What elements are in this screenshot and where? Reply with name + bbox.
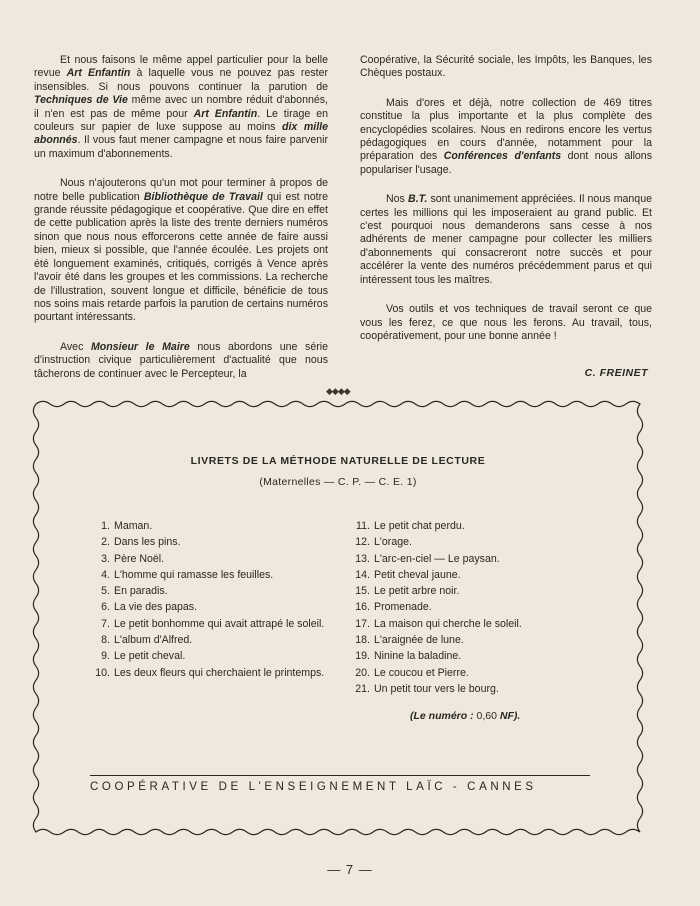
list-item: 5. En paradis. — [101, 585, 168, 598]
list-item: 21. Un petit tour vers le bourg. — [355, 682, 499, 695]
list-item: 3. Père Noël. — [101, 552, 165, 565]
list-item: 4. L'homme qui ramasse les feuilles. — [101, 568, 274, 581]
list-item: 14. Petit cheval jaune. — [355, 568, 461, 581]
list-item: 20. Le coucou et Pierre. — [355, 666, 469, 679]
list-item: 9. Le petit cheval. — [101, 650, 186, 663]
paragraph-monsieur-le-maire: Avec Monsieur le Maire nous abordons une série d'instruction civique particulièrement d'actualité que nous tâcherons de continuer avec le Percepteur, la — [34, 340, 328, 380]
book-list-right — [352, 518, 592, 697]
list-item: 10. Les deux fleurs qui cherchaient le printemps. — [95, 666, 325, 679]
cooperative-name: COOPÉRATIVE DE L'ENSEIGNEMENT LAÏC - CANNES — [90, 781, 537, 793]
signature: C. FREINET — [584, 367, 648, 379]
paragraph-bt: Nos B.T. sont unanimement appréciées. Il nous manque certes les millions qui les imposeraient au grand public. Et c'est pourquoi nous demanderons sans cesse à nos adhérents de mener campagne pour collecter les milliers d'abonnements qui consacreront notre succès et pour accélérer la vente des numéros précédemment parus et qui intéressent tous les maîtres. — [360, 193, 652, 286]
list-item: 13. L'arc-en-ciel — Le paysan. — [355, 552, 500, 565]
ornament-diamonds: ◆◆◆◆ — [326, 386, 350, 396]
list-item: 11. Le petit chat perdu. — [356, 520, 465, 532]
page-number: — 7 — — [327, 862, 373, 877]
divider — [90, 775, 590, 776]
list-item: 17. La maison qui cherche le soleil. — [355, 617, 522, 630]
list-item: 12. L'orage. — [355, 536, 412, 549]
list-item: 18. L'araignée de lune. — [355, 634, 464, 647]
paragraph-art-enfantin: Et nous faisons le même appel particulier pour la belle revue Art Enfantin à laquelle vous ne pouvez pas rester insensibles. Si nous pouvons continuer la parution de Techniques de Vie même avec un nombre réduit d'abonnés, il n'en est pas de même pour Art Enfantin. Le tirage en couleurs sur papier de luxe suppose au moins dix mille abonnés. Il vous faut mener campagne et nous faire parvenir un maximum d'abonnements. — [34, 54, 328, 160]
list-item: 7. Le petit bonhomme qui avait attrapé le soleil. — [101, 617, 325, 630]
list-item: 1. Maman. — [101, 520, 153, 532]
list-item: 6. La vie des papas. — [101, 601, 198, 614]
list-item: 19. Ninine la baladine. — [355, 650, 462, 663]
list-item: 16. Promenade. — [355, 601, 432, 614]
paragraph-continuation: Coopérative, la Sécurité sociale, les Impôts, les Banques, les Chèques postaux. — [360, 54, 652, 80]
book-list-left — [92, 518, 332, 681]
paragraph-collection: Mais d'ores et déjà, notre collection de 469 titres constitue la plus importante et la plus complète des encyclopédies scolaires. Nous en redirons encore les vertus pédagogiques en cours d'année, notamment pour la préparation des Conférences d'enfants dont nous allons populariser l'usage. — [360, 96, 652, 176]
box-subtitle: (Maternelles — C. P. — C. E. 1) — [259, 476, 417, 488]
list-item: 8. L'album d'Alfred. — [101, 634, 193, 647]
right-column — [360, 54, 652, 359]
list-item: 2. Dans les pins. — [101, 536, 181, 549]
paragraph-bibliotheque: Nous n'ajouterons qu'un mot pour terminer à propos de notre belle publication Bibliothèque de Travail qui est notre grande réussite pédagogique et coopérative. Que dire en effet de cette publication après la liste des trente derniers numéros sinon que nous nous efforcerons cette année de faire aussi bien, mieux si possible, que l'année écoulée. Les projets ont été longuement examinés, critiqués, corrigés à Vence après l'avoir été dans les groupes et les commissions. La recherche de l'illustration, souvent longue et difficile, bénéficie de tous nos soins mais retarde parfois la parution de certains numéros pourtant intéressants. — [34, 177, 328, 324]
paragraph-conclusion: Vos outils et vos techniques de travail seront ce que vous les ferez, ce que nous les ferons. Au travail, tous, coopérativement, pour une bonne année ! — [360, 303, 652, 342]
list-item: 15. Le petit arbre noir. — [355, 585, 460, 598]
box-title: LIVRETS DE LA MÉTHODE NATURELLE DE LECTURE — [190, 455, 486, 467]
left-column — [34, 54, 328, 397]
price-note: (Le numéro : 0,60 NF). — [410, 710, 521, 722]
